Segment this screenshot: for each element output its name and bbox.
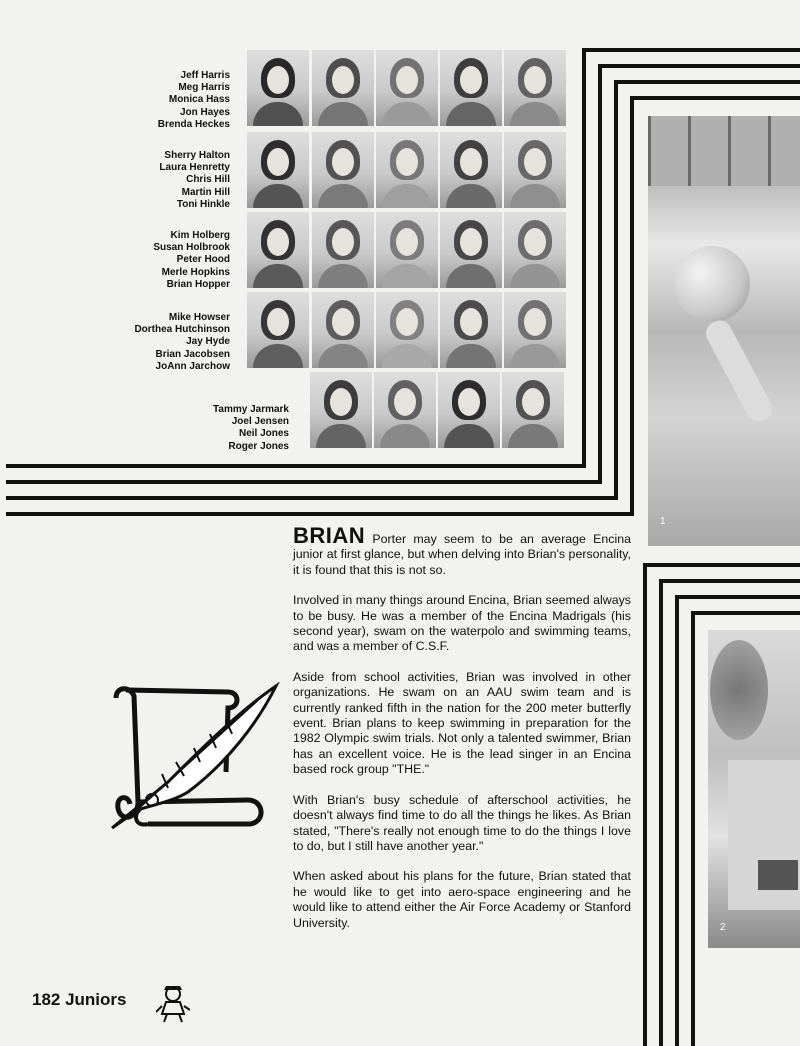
mascot-icon: [156, 984, 190, 1024]
student-portrait: [376, 132, 438, 208]
student-name: Neil Jones: [238, 428, 289, 440]
name-list-group-3: [153, 230, 230, 291]
pool-fence: [648, 116, 800, 186]
article-paragraph: When asked about his plans for the future, Brian stated that he would like to get into aero-space engineering and he would like to attend either the Air Force Academy or Stanford University.: [293, 869, 631, 930]
water-polo-photo: [648, 116, 800, 546]
student-name: Jay Hyde: [186, 336, 230, 348]
student-portrait: [376, 292, 438, 368]
article-lead-paragraph: [293, 523, 631, 578]
photo-number-2: 2: [720, 922, 726, 933]
student-portrait: [374, 372, 436, 448]
student-portrait: [247, 292, 309, 368]
student-name: Joel Jensen: [231, 416, 289, 428]
article-paragraph: With Brian's busy schedule of afterschool activities, he doesn't always find time to do all the things he likes. As Brian stated, "There's really not enough time to do the things I love to do, but I still have another year.": [293, 792, 631, 853]
page-footer-label: 182 Juniors: [32, 990, 127, 1009]
student-name: Mike Howser: [168, 312, 230, 323]
student-name: Brenda Heckes: [157, 118, 230, 130]
student-portrait: [376, 212, 438, 288]
student-portrait: [440, 292, 502, 368]
student-portrait: [247, 50, 309, 126]
student-portrait: [504, 50, 566, 126]
student-name: Dorthea Hutchinson: [134, 324, 230, 336]
swimmer-arm: [702, 316, 777, 425]
student-portrait: [247, 212, 309, 288]
student-name: Jon Hayes: [179, 106, 230, 118]
article-paragraph: Aside from school activities, Brian was involved in other organizations. He swam on an AAU swim team and is currently ranked fifth in the nation for the 200 meter butterfly event. Brian plans to keep swimming in preparation for the 1982 Olympic swim trials. Not only a talented swimmer, Brian has an excellent voice. He is the lead singer in an Encina based rock group "THE.": [293, 669, 631, 777]
student-name: Brian Hopper: [166, 278, 230, 290]
water-polo-ball: [674, 246, 750, 322]
student-name: Roger Jones: [228, 440, 289, 452]
student-portrait: [312, 132, 374, 208]
scroll-quill-illustration: [108, 682, 280, 832]
student-portrait: [247, 132, 309, 208]
student-name: Brian Jacobsen: [155, 348, 230, 360]
student-name: Tammy Jarmark: [213, 404, 289, 415]
student-name: Merle Hopkins: [161, 266, 230, 278]
brian-porter-article: [293, 523, 631, 946]
student-name: Sherry Halton: [164, 150, 230, 161]
name-list-group-5: [213, 404, 289, 453]
student-name: Martin Hill: [181, 186, 230, 198]
name-list-group-2: [159, 150, 230, 211]
article-lead-word: BRIAN: [293, 523, 366, 548]
student-name: Peter Hood: [176, 254, 230, 266]
student-portrait: [376, 50, 438, 126]
article-lead-text: Porter may seem to be an average Encina junior at first glance, but when delving into Brian's personality, it is found that this is not so.: [293, 532, 631, 577]
name-list-group-4: [134, 312, 230, 373]
student-name: Monica Hass: [168, 94, 230, 106]
student-portrait: [440, 50, 502, 126]
student-name: Jeff Harris: [180, 70, 230, 81]
student-name: Kim Holberg: [170, 230, 230, 241]
article-paragraph: Involved in many things around Encina, Brian seemed always to be busy. He was a member of the Encina Madrigals (his second year), swam on the waterpolo and swimming teams, and was a member of C.S.F.: [293, 593, 631, 654]
student-portrait: [502, 372, 564, 448]
student-portrait: [440, 132, 502, 208]
student-name: Laura Henretty: [159, 162, 230, 174]
student-portrait: [438, 372, 500, 448]
school-photo: [708, 630, 800, 948]
photo-number-1: 1: [660, 516, 666, 527]
student-portrait: [312, 292, 374, 368]
student-name: Meg Harris: [178, 82, 230, 94]
student-portrait: [440, 212, 502, 288]
chair: [758, 860, 798, 890]
student-portrait: [312, 50, 374, 126]
student-name: JoAnn Jarchow: [155, 360, 230, 372]
student-name: Chris Hill: [186, 174, 230, 186]
student-portrait: [504, 292, 566, 368]
name-list-group-1: [158, 70, 230, 131]
tree: [710, 640, 768, 740]
student-name: Toni Hinkle: [176, 198, 230, 210]
student-portrait: [504, 212, 566, 288]
student-portrait: [312, 212, 374, 288]
student-portrait: [310, 372, 372, 448]
student-portrait: [504, 132, 566, 208]
student-name: Susan Holbrook: [153, 242, 230, 254]
